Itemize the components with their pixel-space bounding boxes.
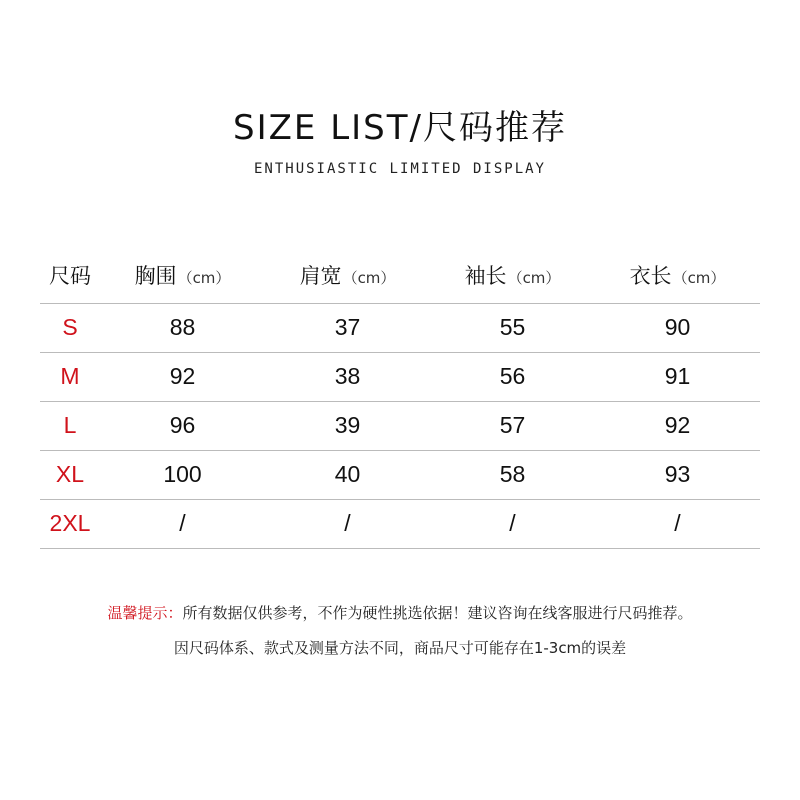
column-header-label: 胸围	[134, 264, 177, 289]
tip-text: 所有数据仅供参考，不作为硬性挑选依据！建议咨询在线客服进行尺码推荐。	[182, 604, 693, 622]
sleeve-value: /	[430, 499, 595, 548]
size-label: S	[40, 303, 100, 352]
shoulder-value: 38	[265, 352, 430, 401]
table-row	[40, 352, 760, 401]
tolerance-note: 因尺码体系、款式及测量方法不同，商品尺寸可能存在1-3cm的误差	[173, 639, 627, 657]
shoulder-value: 39	[265, 401, 430, 450]
column-header-label: 袖长	[464, 264, 507, 289]
shoulder-value: /	[265, 499, 430, 548]
size-label: L	[40, 401, 100, 450]
tip-note	[0, 602, 800, 623]
table-header-row	[40, 248, 760, 303]
page-subtitle: ENTHUSIASTIC LIMITED DISPLAY	[253, 161, 546, 177]
sleeve-value: 58	[430, 450, 595, 499]
chest-value: 96	[100, 401, 265, 450]
length-value: 91	[595, 352, 760, 401]
column-header-unit: （cm）	[507, 269, 561, 288]
sleeve-value: 57	[430, 401, 595, 450]
page-title: SIZE LIST/尺码推荐	[233, 108, 567, 148]
column-header-unit: （cm）	[342, 269, 396, 288]
column-header-label: 肩宽	[299, 264, 342, 289]
column-header-size	[40, 248, 100, 303]
column-header-length	[595, 248, 760, 303]
column-header-shoulder	[265, 248, 430, 303]
length-value: 90	[595, 303, 760, 352]
tip-label: 温馨提示：	[107, 604, 183, 622]
size-label: 2XL	[40, 499, 100, 548]
chest-value: /	[100, 499, 265, 548]
table-row	[40, 499, 760, 548]
size-table	[40, 248, 760, 549]
table-row	[40, 401, 760, 450]
table-row	[40, 303, 760, 352]
shoulder-value: 40	[265, 450, 430, 499]
column-header-sleeve	[430, 248, 595, 303]
column-header-label: 尺码	[49, 264, 91, 289]
shoulder-value: 37	[265, 303, 430, 352]
column-header-unit: （cm）	[672, 269, 726, 288]
chest-value: 88	[100, 303, 265, 352]
sleeve-value: 56	[430, 352, 595, 401]
size-label: XL	[40, 450, 100, 499]
column-header-label: 衣长	[629, 264, 672, 289]
column-header-chest	[100, 248, 265, 303]
length-value: 93	[595, 450, 760, 499]
size-label: M	[40, 352, 100, 401]
length-value: /	[595, 499, 760, 548]
column-header-unit: （cm）	[177, 269, 231, 288]
sleeve-value: 55	[430, 303, 595, 352]
length-value: 92	[595, 401, 760, 450]
chest-value: 92	[100, 352, 265, 401]
table-row	[40, 450, 760, 499]
chest-value: 100	[100, 450, 265, 499]
